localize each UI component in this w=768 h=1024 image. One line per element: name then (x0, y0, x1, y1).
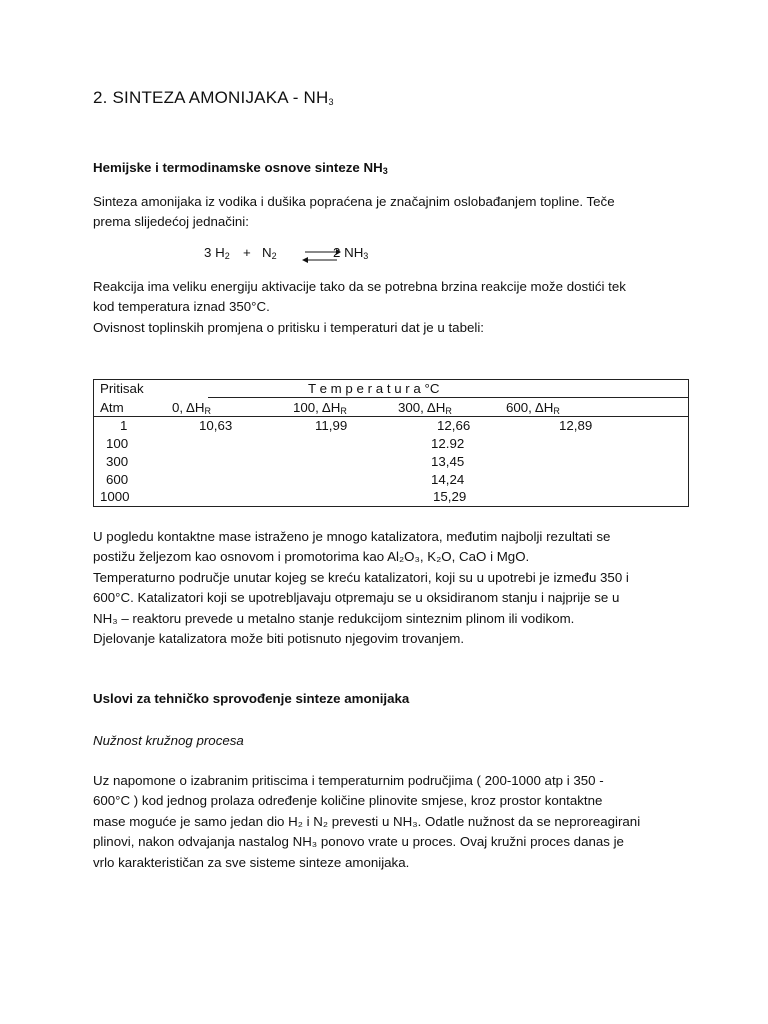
paragraph-line: Ovisnost toplinskih promjena o pritisku i temperaturi dat je u tabeli: (93, 319, 484, 335)
column-header-600: 600, $\Delta H_R$ (506, 400, 560, 416)
enthalpy-table (93, 379, 689, 507)
table-cell-value: 12,89 (559, 418, 593, 433)
table-cell-pressure: 1000 (100, 489, 130, 504)
section-heading-thermodynamics (93, 160, 388, 176)
paragraph-circular-process (93, 771, 675, 873)
paragraph-catalysts (93, 527, 675, 649)
table-cell-pressure: 1 (120, 418, 128, 433)
paragraph-line: Reakcija ima veliku energiju aktivacije tako da se potrebna brzina reakcije može dostići tek (93, 279, 626, 294)
paragraph-line: Temperaturno područje unutar kojeg se kreću katalizatori, koji su u upotrebi je između 350 i (93, 569, 629, 585)
paragraph-line: plinovi, nakon odvajanja nastalog NH₃ ponovo vrate u proces. Ovaj kružni proces danas je (93, 834, 624, 850)
table-cell-value: 12.92 (431, 436, 465, 451)
title-text: 2. SINTEZA AMONIJAKA - NH (93, 88, 329, 107)
column-header-300: 300, $\Delta H_R$ (398, 400, 452, 416)
product-nh3: 2 $NH_3$ (333, 245, 369, 261)
reactant-n2: $N_2$ (262, 245, 277, 261)
reactant-h2: 3 $H_2$ (204, 245, 230, 261)
title-subscript: 3 (328, 97, 334, 107)
table-cell-pressure: 100 (106, 436, 129, 451)
paragraph-synthesis-intro (93, 192, 675, 233)
paragraph-line: kod temperatura iznad 350°C. (93, 299, 270, 315)
paragraph-line: 600°C ) kod jednog prolaza određenje količine plinovite smjese, kroz prostor kontaktne (93, 793, 603, 809)
section-heading-technical-conditions: Uslovi za tehničko sprovođenje sinteze amonijaka (93, 691, 410, 706)
heading-subscript: 3 (382, 166, 388, 176)
header-temperature: T e m p e r a t u r a °C (308, 381, 440, 396)
column-header-100: 100, $\Delta H_R$ (293, 400, 347, 416)
paragraph-line: postižu željezom kao osnovom i promotorima kao Al₂O₃, K₂O, CaO i MgO. (93, 549, 530, 565)
header-pressure: Pritisak (100, 381, 144, 396)
header-atm: Atm (100, 400, 124, 415)
table-cell-value: 11,99 (315, 418, 348, 433)
paragraph-line: Uz napomone o izabranim pritiscima i temperaturnim područjima ( 200-1000 atp i 350 - (93, 773, 604, 788)
paragraph-line: Djelovanje katalizatora može biti potisnuto njegovim trovanjem. (93, 631, 465, 647)
table-cell-value: 14,24 (431, 472, 465, 487)
subheading-circular-process: Nužnost kružnog procesa (93, 733, 244, 748)
header-underline (208, 397, 688, 398)
paragraph-line: Sinteza amonijaka iz vodika i dušika popraćena je značajnim oslobađanjem topline. Teče (93, 194, 615, 209)
paragraph-activation-energy (93, 277, 675, 338)
table-cell-pressure: 600 (106, 472, 129, 487)
reaction-equation (204, 245, 404, 265)
column-header-0: 0, $\Delta H_R$ (172, 400, 212, 416)
page-title (93, 88, 334, 108)
paragraph-line: mase moguće je samo jedan dio H₂ i N₂ prevesti u NH₃. Odatle nužnost da se neproreagirani (93, 813, 641, 829)
table-cell-value: 15,29 (433, 489, 467, 504)
plus-sign: + (243, 245, 251, 260)
paragraph-line: vrlo karakterističan za sve sisteme sinteze amonijaka. (93, 854, 410, 870)
paragraph-line: 600°C. Katalizatori koji se upotrebljavaju otpremaju se u oksidiranom stanju i najprije se u (93, 590, 620, 606)
header-divider (94, 416, 688, 417)
table-cell-value: 10,63 (199, 418, 233, 433)
table-cell-pressure: 300 (106, 454, 129, 469)
paragraph-line: U pogledu kontaktne mase istraženo je mnogo katalizatora, međutim najbolji rezultati se (93, 529, 611, 544)
heading-text: Hemijske i termodinamske osnove sinteze NH (93, 160, 383, 175)
table-cell-value: 13,45 (431, 454, 465, 469)
paragraph-line: prema slijedećoj jednačini: (93, 214, 249, 230)
table-cell-value: 12,66 (437, 418, 471, 433)
paragraph-line: NH₃ – reaktoru prevede u metalno stanje redukcijom sinteznim plinom ili vodikom. (93, 610, 575, 626)
